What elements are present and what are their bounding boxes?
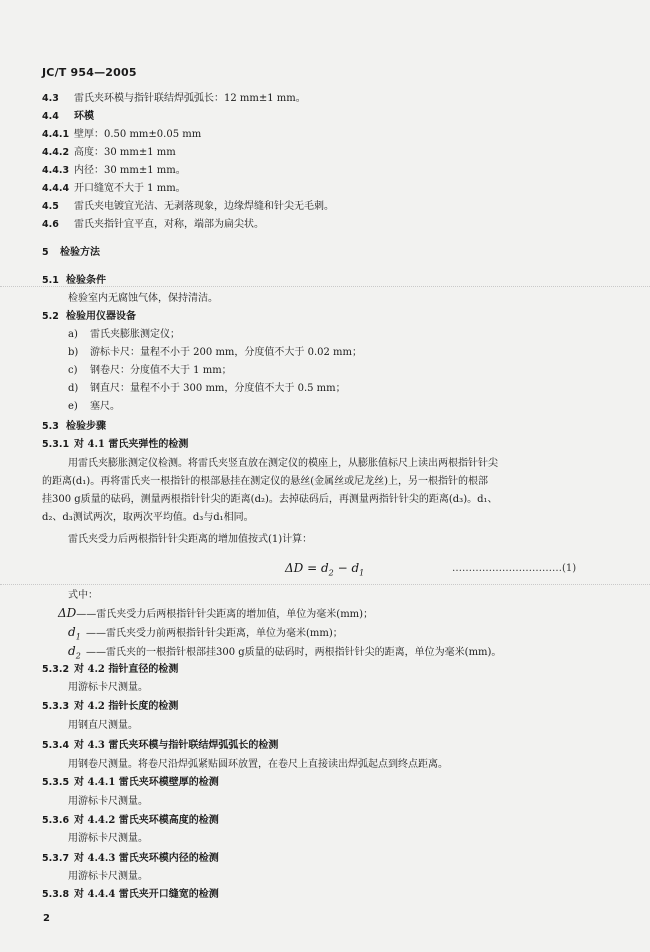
symbol-sub: 1 (75, 632, 81, 642)
clause-number: 5.3.1 (42, 439, 70, 450)
formula-var: d (320, 561, 329, 575)
clause-number: 4.5 (42, 201, 59, 212)
paragraph-line: 用雷氏夹膨胀测定仪检测。将雷氏夹竖直放在测定仪的模座上，从膨胀值标尺上读出两根指针针尖 (68, 458, 498, 469)
clause-body: 用游标卡尺测量。 (68, 871, 148, 882)
definition-item (58, 607, 373, 621)
clause-number: 4.4.4 (42, 183, 70, 194)
clause-number: 5.3.6 (42, 815, 70, 826)
clause-text: 内径：30 mm±1 mm。 (74, 165, 186, 176)
clause-4-4-1 (42, 128, 201, 141)
clause-5-3-3 (42, 700, 178, 713)
clause-title: 对 4.2 指针直径的检测 (74, 664, 179, 675)
page-number: 2 (43, 913, 50, 924)
leader-dots: …………………………… (452, 563, 562, 574)
clause-title: 环模 (74, 111, 94, 122)
list-text: 钢直尺：量程不小于 300 mm，分度值不大于 0.5 mm； (90, 383, 346, 394)
formula-sub: 2 (328, 568, 334, 578)
clause-number: 5.3.3 (42, 701, 70, 712)
clause-body: 用游标卡尺测量。 (68, 796, 148, 807)
clause-5-3-2 (42, 663, 178, 676)
list-text: 游标卡尺：量程不小于 200 mm，分度值不大于 0.02 mm； (90, 347, 362, 358)
list-text: 雷氏夹膨胀测定仪； (90, 329, 180, 340)
definition-item (68, 626, 343, 643)
clause-title: 对 4.1 雷氏夹弹性的检测 (74, 439, 189, 450)
definition-symbol (68, 626, 86, 643)
list-text: 塞尺。 (90, 401, 120, 412)
section-5-heading (42, 246, 100, 259)
clause-text: 雷氏夹环模与指针联结焊弧弧长：12 mm±1 mm。 (74, 93, 306, 104)
list-marker: e) (68, 401, 78, 412)
clause-number: 4.4.2 (42, 147, 70, 158)
list-marker: b) (68, 347, 79, 358)
clause-title: 对 4.4.4 雷氏夹开口缝宽的检测 (74, 889, 219, 900)
clause-5-3 (42, 420, 106, 433)
list-text: 钢卷尺：分度值不大于 1 mm； (90, 365, 232, 376)
where-label: 式中： (68, 590, 98, 601)
clause-text: 开口缝宽不大于 1 mm。 (74, 183, 186, 194)
clause-body: 用钢直尺测量。 (68, 720, 138, 731)
equipment-item (68, 400, 120, 413)
clause-body: 用钢卷尺测量。将卷尺沿焊弧紧贴圆环放置，在卷尺上直接读出焊弧起点到终点距离。 (68, 759, 448, 770)
symbol-letter: d (68, 625, 76, 639)
clause-5-3-5 (42, 776, 219, 789)
definition-symbol: ΔD (58, 606, 77, 620)
clause-4-4-4 (42, 182, 186, 195)
clause-number: 5.3.7 (42, 853, 70, 864)
paragraph-line: d₂、d₃测试两次，取两次平均值。d₃与d₁相同。 (42, 512, 254, 523)
clause-title: 对 4.2 指针长度的检测 (74, 701, 179, 712)
symbol-sub: 2 (75, 651, 81, 661)
clause-title: 检验条件 (66, 275, 106, 286)
clause-5-3-7 (42, 852, 219, 865)
formula-1 (285, 561, 364, 577)
clause-body: 用游标卡尺测量。 (68, 682, 148, 693)
standard-code-header: JC/T 954—2005 (42, 66, 137, 79)
clause-title: 对 4.4.3 雷氏夹环模内径的检测 (74, 853, 219, 864)
equation-number (452, 563, 576, 574)
equation-label: (1) (562, 563, 577, 574)
clause-5-1-body: 检验室内无腐蚀气体，保持清洁。 (68, 293, 218, 304)
clause-number: 4.4.1 (42, 129, 70, 140)
clause-text: 高度：30 mm±1 mm (74, 147, 176, 158)
clause-title: 检验用仪器设备 (66, 311, 136, 322)
clause-number: 5.3.2 (42, 664, 70, 675)
clause-4-4 (42, 110, 94, 123)
formula-var: d (351, 561, 360, 575)
clause-4-6 (42, 218, 264, 231)
clause-body: 用游标卡尺测量。 (68, 833, 148, 844)
formula-sub: 1 (359, 568, 365, 578)
equipment-item (68, 328, 180, 341)
equipment-item (68, 382, 346, 395)
formula-minus: − (333, 561, 352, 575)
list-marker: d) (68, 383, 79, 394)
paragraph-line: 雷氏夹受力后两根指针针尖距离的增加值按式(1)计算： (68, 534, 313, 545)
definition-item (68, 645, 501, 662)
clause-title: 检验步骤 (66, 421, 106, 432)
symbol-letter: d (68, 644, 76, 658)
definition-symbol (68, 645, 86, 662)
clause-5-3-8 (42, 888, 219, 901)
paragraph-line: 的距离(d₁)。再将雷氏夹一根指针的根部悬挂在测定仪的悬丝(金属丝或尼龙丝)上，另一根指针的根部 (42, 476, 489, 487)
formula-equals: = (303, 561, 321, 575)
clause-4-5 (42, 200, 334, 213)
clause-5-3-6 (42, 814, 219, 827)
clause-number: 4.4.3 (42, 165, 70, 176)
equipment-item (68, 364, 232, 377)
clause-number: 5.3.4 (42, 740, 70, 751)
scan-guide-line (0, 584, 650, 585)
clause-number: 5.3.5 (42, 777, 70, 788)
list-marker: c) (68, 365, 78, 376)
clause-text: 壁厚：0.50 mm±0.05 mm (74, 129, 202, 140)
clause-number: 5.3.8 (42, 889, 70, 900)
definition-text: ——雷氏夹的一根指针根部挂300 g质量的砝码时，两根指针针尖的距离，单位为毫米(mm)。 (86, 647, 502, 658)
paragraph-line: 挂300 g质量的砝码，测量两根指针针尖的距离(d₂)。去掉砝码后，再测量两指针针尖的距离(d₃)。d₁、 (42, 494, 498, 505)
clause-5-1 (42, 274, 106, 287)
clause-4-4-2 (42, 146, 176, 159)
definition-text: ——雷氏夹受力后两根指针针尖距离的增加值，单位为毫米(mm)； (76, 609, 374, 620)
clause-number: 4.4 (42, 111, 59, 122)
clause-5-3-1 (42, 438, 188, 451)
clause-number: 5.2 (42, 311, 59, 322)
definition-text: ——雷氏夹受力前两根指针针尖距离，单位为毫米(mm)； (86, 628, 343, 639)
clause-text: 雷氏夹电镀宜光洁、无剥落现象，边缘焊缝和针尖无毛刺。 (74, 201, 334, 212)
clause-title: 对 4.4.1 雷氏夹环模壁厚的检测 (74, 777, 219, 788)
clause-4-3 (42, 92, 306, 105)
clause-5-2 (42, 310, 136, 323)
equipment-item (68, 346, 362, 359)
clause-title: 对 4.4.2 雷氏夹环模高度的检测 (74, 815, 219, 826)
clause-number: 5.1 (42, 275, 59, 286)
section-number: 5 (42, 247, 49, 258)
clause-number: 5.3 (42, 421, 59, 432)
clause-number: 4.3 (42, 93, 59, 104)
formula-lhs: ΔD (285, 561, 304, 575)
section-title: 检验方法 (60, 247, 100, 258)
clause-number: 4.6 (42, 219, 59, 230)
clause-4-4-3 (42, 164, 186, 177)
clause-title: 对 4.3 雷氏夹环模与指针联结焊弧弧长的检测 (74, 740, 279, 751)
clause-5-3-4 (42, 739, 278, 752)
clause-text: 雷氏夹指针宜平直，对称，端部为扁尖状。 (74, 219, 264, 230)
list-marker: a) (68, 329, 78, 340)
